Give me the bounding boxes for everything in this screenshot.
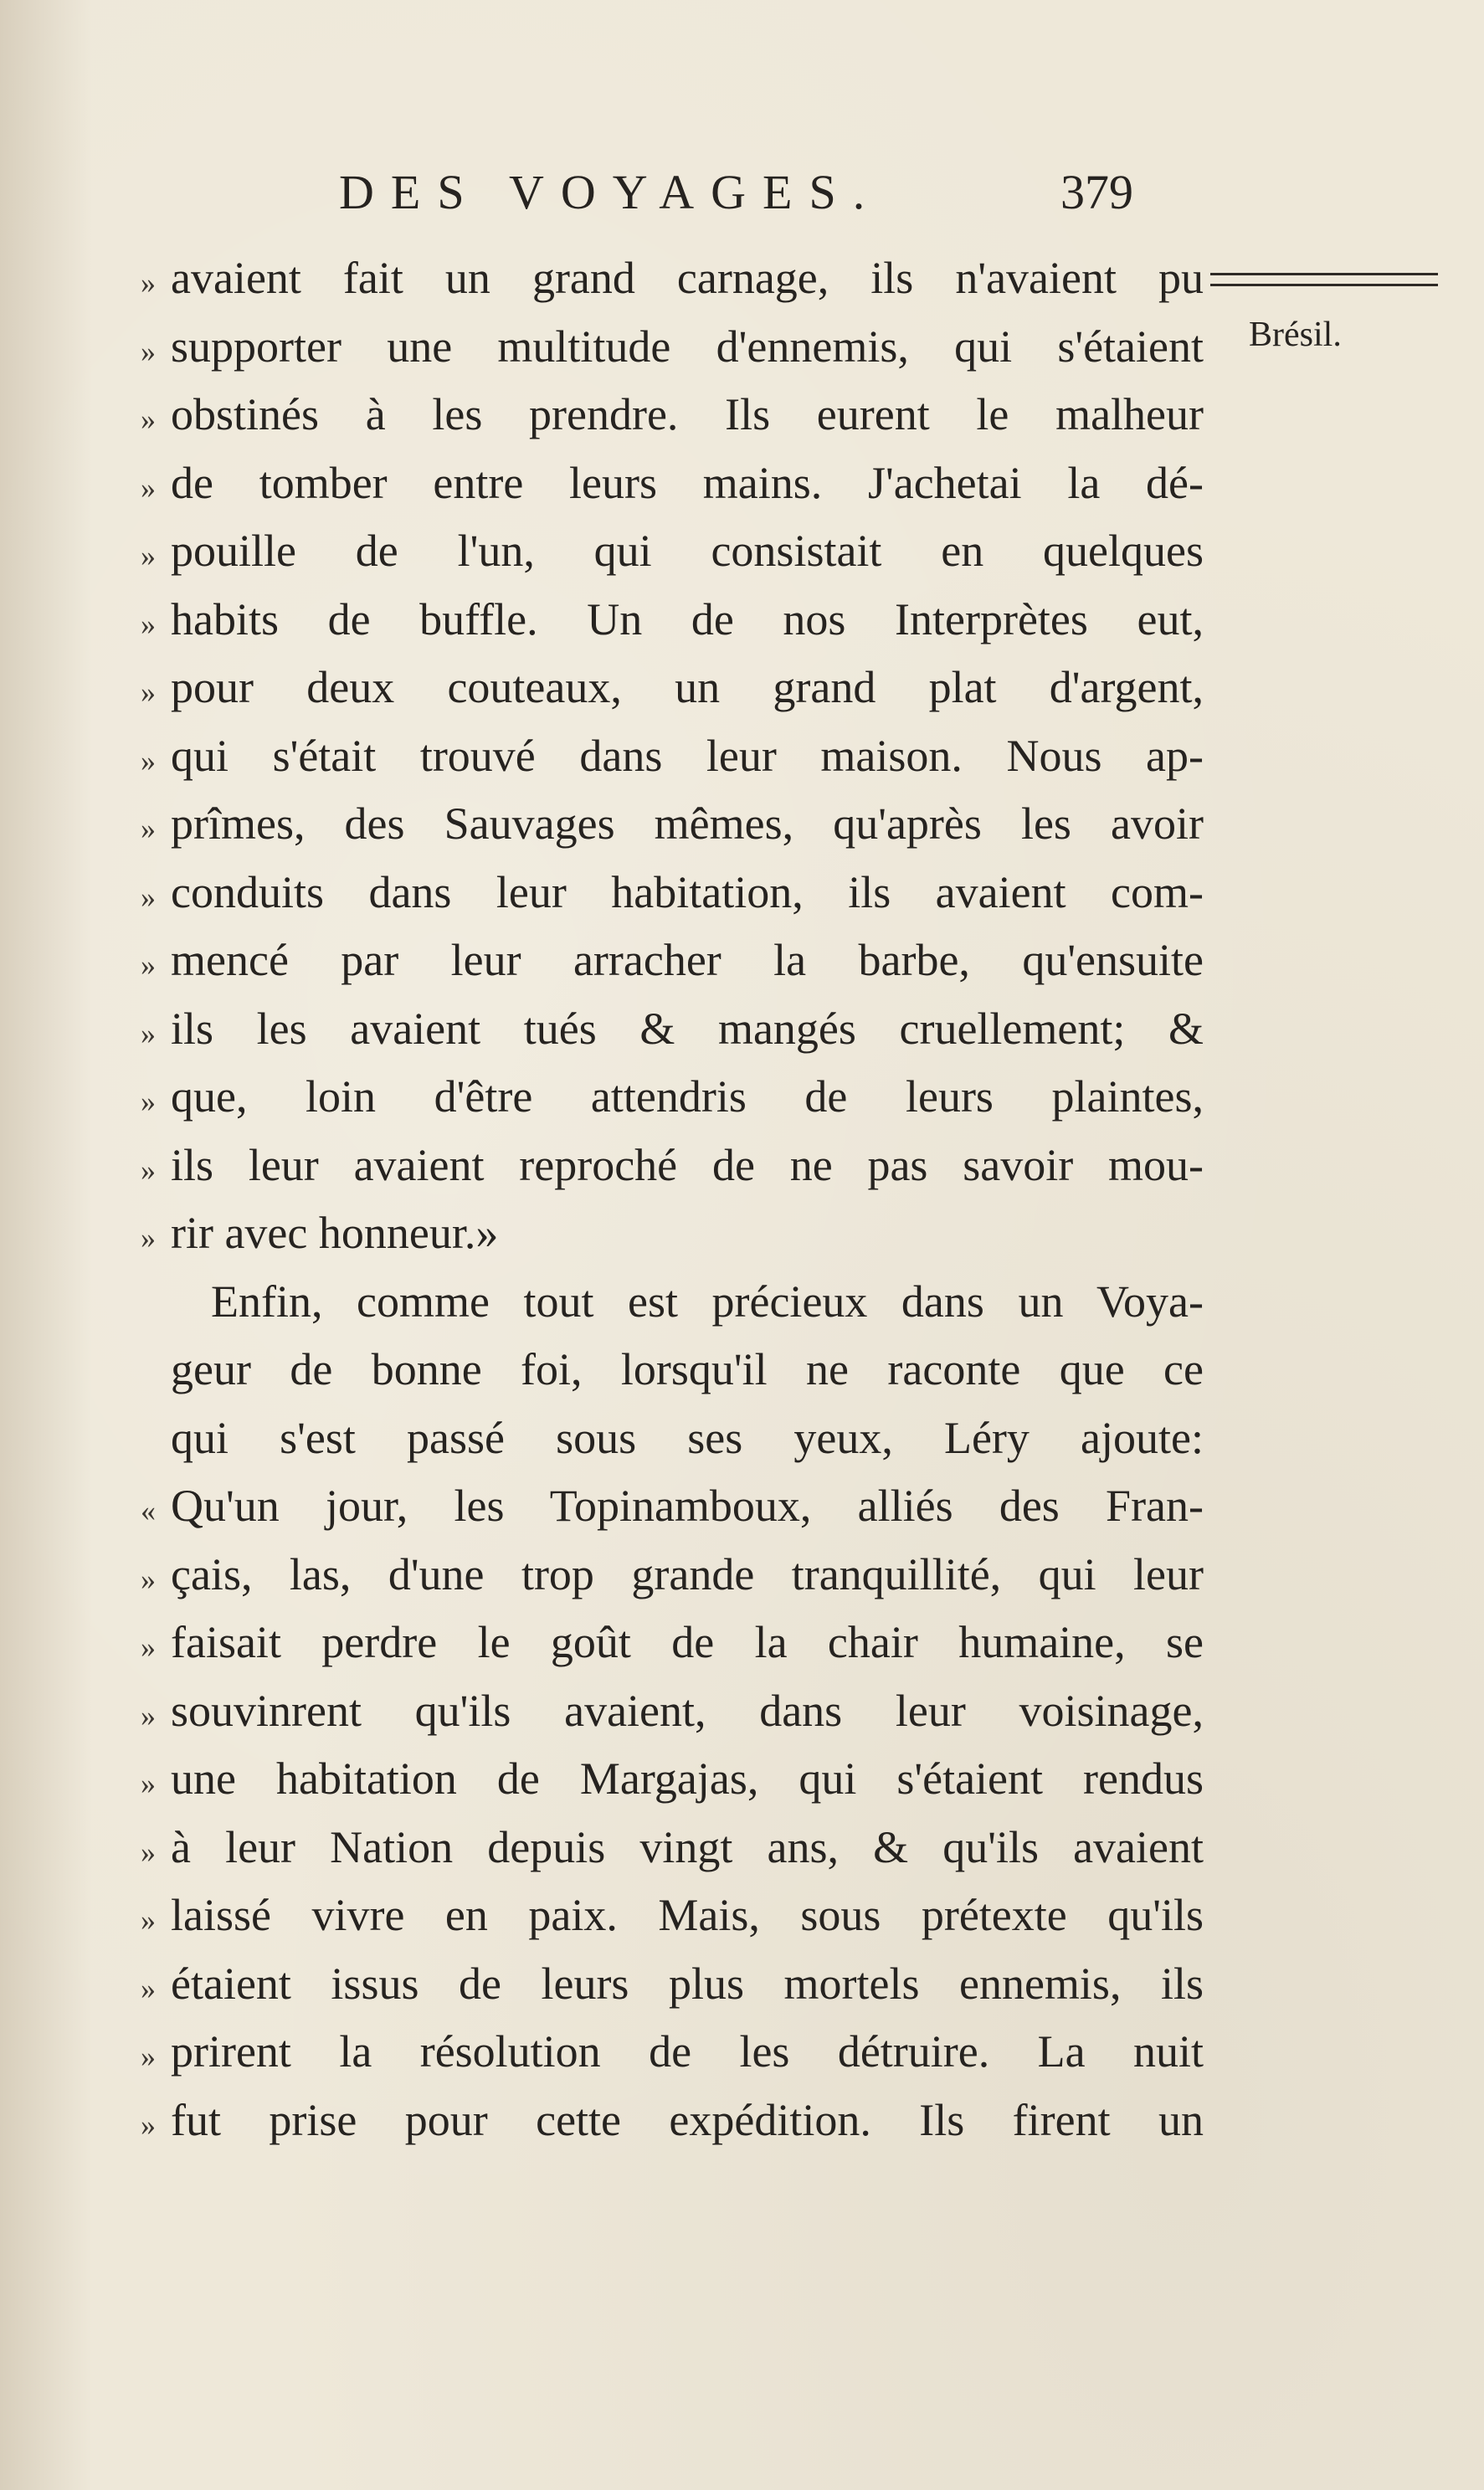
quote-mark: » xyxy=(141,1767,156,1800)
quote-mark: « xyxy=(141,1494,156,1527)
quote-mark: » xyxy=(141,334,156,368)
quote-mark: » xyxy=(141,539,156,572)
text-line xyxy=(141,1268,1204,1337)
text-line xyxy=(141,722,1204,791)
text-line xyxy=(141,2087,1204,2155)
line-text: ils leur avaient reproché de ne pas savoir mou- xyxy=(171,1139,1204,1190)
line-text: que, loin d'être attendris de leurs plaintes, xyxy=(171,1071,1204,1122)
quote-mark: » xyxy=(141,1085,156,1118)
quote-mark: » xyxy=(141,607,156,641)
quote-mark: » xyxy=(141,948,156,982)
quote-mark: » xyxy=(141,2108,156,2142)
line-text: çais, las, d'une trop grande tranquillité, qui leur xyxy=(171,1548,1204,1599)
text-line xyxy=(141,927,1204,995)
text-line xyxy=(141,1745,1204,1814)
text-line xyxy=(141,859,1204,927)
line-text: fut prise pour cette expédition. Ils firent un xyxy=(171,2094,1204,2145)
quote-mark: » xyxy=(141,403,156,436)
text-line xyxy=(141,1404,1204,1473)
quote-mark: » xyxy=(141,743,156,778)
page-number: 379 xyxy=(1060,165,1133,219)
line-text: prîmes, des Sauvages mêmes, qu'après les avoir xyxy=(171,798,1204,849)
text-line xyxy=(141,995,1204,1064)
text-line xyxy=(141,1950,1204,2019)
quote-mark: » xyxy=(141,675,156,709)
text-line xyxy=(141,244,1204,313)
line-text: laissé vivre en paix. Mais, sous prétexte qu'ils xyxy=(171,1890,1204,1940)
quote-mark: » xyxy=(141,1562,156,1596)
text-line xyxy=(141,1814,1204,1882)
text-line xyxy=(141,586,1204,655)
quote-mark: » xyxy=(141,880,156,914)
line-text: rir avec honneur.» xyxy=(171,1208,499,1258)
line-text: geur de bonne foi, lorsqu'il ne raconte que ce xyxy=(171,1344,1204,1394)
binding-shadow xyxy=(0,0,92,2490)
line-text: pouille de l'un, qui consistait en quelques xyxy=(171,526,1204,576)
text-line xyxy=(141,1336,1204,1404)
line-text: ils les avaient tués & mangés cruellement; & xyxy=(171,1003,1204,1054)
text-line xyxy=(141,449,1204,518)
quote-mark: » xyxy=(141,1221,156,1255)
quote-mark: » xyxy=(141,266,156,300)
text-line xyxy=(141,1132,1204,1200)
margin-rule xyxy=(1210,273,1438,286)
line-text: souvinrent qu'ils avaient, dans leur voisinage, xyxy=(171,1685,1204,1736)
quote-mark: » xyxy=(141,1903,156,1937)
text-line xyxy=(141,1609,1204,1677)
margin-note: Brésil. xyxy=(1249,316,1342,354)
text-line xyxy=(141,313,1204,382)
line-text: une habitation de Margajas, qui s'étaient rendus xyxy=(171,1753,1204,1804)
text-line xyxy=(141,654,1204,722)
text-line xyxy=(141,1063,1204,1132)
text-line xyxy=(141,1472,1204,1541)
text-line xyxy=(141,1882,1204,1950)
quote-mark: » xyxy=(141,1971,156,2005)
line-text: habits de buffle. Un de nos Interprètes eut, xyxy=(171,593,1204,644)
running-head xyxy=(339,159,1176,226)
text-line xyxy=(141,381,1204,449)
line-text: à leur Nation depuis vingt ans, & qu'ils avaient xyxy=(171,1821,1204,1872)
line-text: mencé par leur arracher la barbe, qu'ensuite xyxy=(171,935,1204,985)
line-text: Enfin, comme tout est précieux dans un Voya- xyxy=(211,1276,1204,1327)
line-text: supporter une multitude d'ennemis, qui s'étaient xyxy=(171,321,1204,372)
line-text: qui s'était trouvé dans leur maison. Nous ap- xyxy=(171,730,1204,781)
text-line xyxy=(141,1199,1204,1268)
body-text xyxy=(141,244,1204,2154)
text-line xyxy=(141,1677,1204,1746)
line-text: étaient issus de leurs plus mortels ennemis, ils xyxy=(171,1958,1204,2009)
line-text: prirent la résolution de les détruire. La nuit xyxy=(171,2026,1204,2077)
quote-mark: » xyxy=(141,1630,156,1664)
line-text: de tomber entre leurs mains. J'achetai la dé- xyxy=(171,457,1204,508)
running-head-title: DES VOYAGES. xyxy=(339,165,882,219)
quote-mark: » xyxy=(141,812,156,845)
line-text: avaient fait un grand carnage, ils n'avaient pu xyxy=(171,253,1204,303)
quote-mark: » xyxy=(141,1016,156,1050)
quote-mark: » xyxy=(141,1153,156,1187)
text-line xyxy=(141,1541,1204,1610)
line-text: obstinés à les prendre. Ils eurent le malheur xyxy=(171,389,1204,439)
line-text: pour deux couteaux, un grand plat d'argent, xyxy=(171,662,1204,712)
line-text: faisait perdre le goût de la chair humaine, se xyxy=(171,1617,1204,1667)
quote-mark: » xyxy=(141,2040,156,2073)
quote-mark: » xyxy=(141,1698,156,1733)
text-line xyxy=(141,790,1204,859)
text-line xyxy=(141,517,1204,586)
line-text: conduits dans leur habitation, ils avaient com- xyxy=(171,866,1204,917)
line-text: qui s'est passé sous ses yeux, Léry ajoute: xyxy=(171,1412,1204,1463)
quote-mark: » xyxy=(141,1835,156,1869)
quote-mark: » xyxy=(141,470,156,505)
text-line xyxy=(141,2018,1204,2087)
line-text: Qu'un jour, les Topinamboux, alliés des Fran- xyxy=(171,1481,1204,1531)
